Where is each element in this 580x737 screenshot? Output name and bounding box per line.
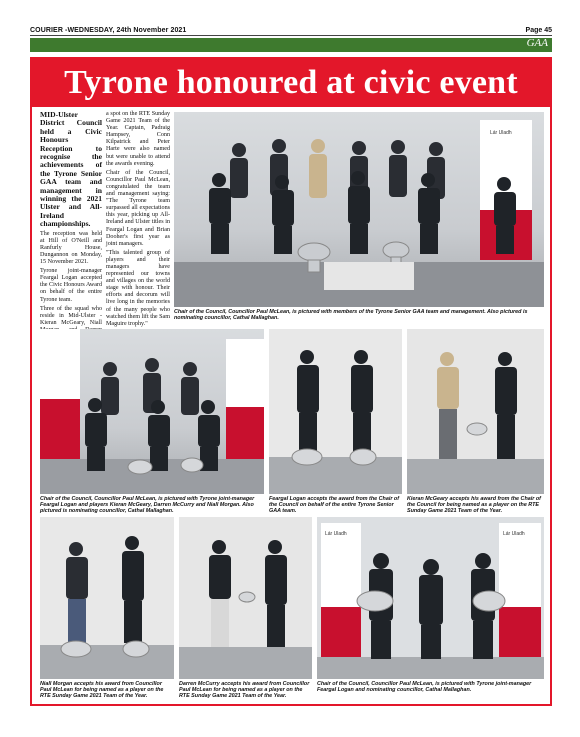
photo-managers-trophies-illustration <box>317 517 544 679</box>
caption-logan-award: Feargal Logan accepts the award from the Chair of the Council on behalf of the entire Tyrone Senior GAA team. <box>269 496 400 515</box>
article-paragraph: "This talented group of players and their managers have represented our towns and villages on the world stage with honour. Their efforts and decorum will live long in the memories of the many people who watched them lift the Sam Maguire trophy." <box>106 249 170 327</box>
header-rule <box>30 35 552 36</box>
photo-logan-award-illustration <box>269 329 402 494</box>
main-photo-caption: Chair of the Council, Councillor Paul McLean, is pictured with members of the Tyrone Senior GAA team and management. Also pictured is nominating councillor, Cathal Mallaghan. <box>174 309 528 322</box>
photo-group-managers <box>40 329 264 494</box>
caption-morgan-award: Niall Morgan accepts his award from Councillor Paul McLean for being named as a player on the RTE Sunday Game 2021 Team of the Year. <box>40 681 164 700</box>
article-paragraph: Chair of the Council, Councillor Paul McLean, congratulated the team and management saying: "The Tyrone team surpassed all expectations this year, picking up All-Ireland and Ulster titles in Feargal Logan and Brian Dooher's first year as joint managers. <box>106 169 170 247</box>
article-intro: MID-Ulster District Council held a Civic Honours Reception to recognise the achievements of the Tyrone Senior GAA team and management in winning the 2021 Ulster and All-Ireland championships. <box>40 110 102 229</box>
main-group-photo <box>174 112 544 307</box>
photo-mcgeary-award-illustration <box>407 329 544 494</box>
svg-text:Lár Uladh: Lár Uladh <box>490 130 512 136</box>
headline: Tyrone honoured at civic event <box>64 64 518 101</box>
photo-mcgeary-award <box>407 329 544 494</box>
caption-group-managers: Chair of the Council, Councillor Paul McLean, is pictured with Tyrone joint-manager Feargal Logan and players Kieran McGeary, Darren McCurry and Niall Morgan. Also pictured is nominating councillor, Cathal Mallaghan. <box>40 496 255 515</box>
photo-mccurry-award <box>179 517 312 679</box>
article-paragraph: Tyrone joint-manager Feargal Logan accepted the Civic Honours Award on behalf of the entire Tyrone team. <box>40 268 102 303</box>
photo-managers-trophies <box>317 517 544 679</box>
section-label: GAA <box>526 37 548 49</box>
article-paragraph: Three of the squad who reside in Mid-Ulster - Kieran McGeary, Niall <box>40 305 102 326</box>
svg-text:Lár Uladh: Lár Uladh <box>503 531 525 537</box>
article-column-2 <box>106 111 170 327</box>
photo-mccurry-award-illustration <box>179 517 312 679</box>
page-number: Page 45 <box>525 27 552 34</box>
photo-morgan-award <box>40 517 174 679</box>
caption-mccurry-award: Darren McCurry accepts his award from Councillor Paul McLean for being named as a player on the RTE Sunday Game 2021 Team of the Year. <box>179 681 310 700</box>
svg-text:Lár Uladh: Lár Uladh <box>325 531 347 537</box>
group-photo-illustration <box>174 112 544 307</box>
article-column-1 <box>40 110 102 326</box>
article-paragraph: a spot on the RTE Sunday Game 2021 Team of the Year. Captain, Padraig Hampsey, Conn Kilpatrick and Peter Harte were also named but were unable to attend the awards evening. <box>106 111 170 167</box>
caption-managers-trophies: Chair of the Council, Councillor Paul McLean, is pictured with Tyrone joint-manager Feargal Logan and nominating councillor, Cathal Mallaghan. <box>317 681 532 694</box>
caption-mcgeary-award: Kieran McGeary accepts his award from the Chair of the Council for being named as a player on the RTE Sunday Game 2021 Team of the Year. <box>407 496 541 515</box>
article-paragraph: The reception was held at Hill of O'Neill and Ranfurly House, Dungannon on Monday, 15 November 2021. <box>40 230 102 266</box>
newspaper-date-line: COURIER -WEDNESDAY, 24th November 2021 <box>30 27 187 34</box>
photo-morgan-award-illustration <box>40 517 174 679</box>
photo-logan-award <box>269 329 402 494</box>
photo-group-managers-illustration <box>40 329 264 494</box>
section-bar <box>30 38 552 52</box>
